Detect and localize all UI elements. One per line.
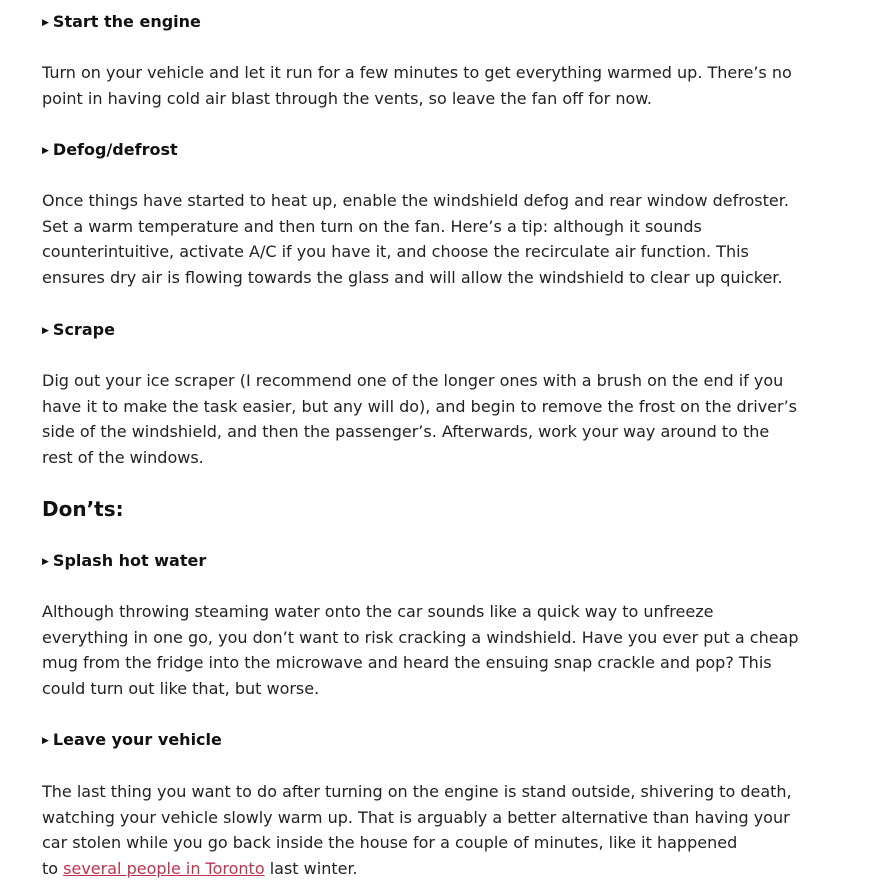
text-fragment: to (42, 858, 64, 878)
text-line: could turn out like that, but worse. (42, 678, 320, 698)
subheading-defog (42, 139, 178, 162)
text-line: Set a warm temperature and then turn on the fan. Here’s a tip: although it sounds (42, 216, 702, 236)
bullet-icon: ▶ (42, 146, 49, 156)
subheading-text: Splash hot water (52, 551, 207, 570)
bullet-icon: ▶ (42, 557, 49, 567)
text-line: everything in one go, you don’t want to risk cracking a windshield. Have you ever put a cheap (42, 627, 799, 647)
bullet-icon: ▶ (42, 18, 49, 28)
text-line: Although throwing steaming water onto the car sounds like a quick way to unfreeze (42, 602, 714, 621)
toronto-article-link[interactable]: several people in Toronto (63, 858, 265, 878)
text-line: side of the windshield, and then the passenger’s. Afterwards, work your way around to the (42, 422, 770, 442)
text-line: have it to make the task easier, but any will do), and begin to remove the frost on the driver’s (42, 396, 798, 416)
subheading-text: Defog/defrost (52, 140, 178, 159)
text-line: watching your vehicle slowly warm up. That is arguably a better alternative than having your (42, 807, 790, 827)
text-line: ensures dry air is flowing towards the glass and will allow the windshield to clear up quicker. (42, 267, 783, 287)
paragraph-leave-vehicle (42, 779, 832, 881)
paragraph-defog (42, 188, 832, 290)
subheading-start-engine (42, 11, 201, 34)
text-line: rest of the windows. (42, 447, 204, 467)
donts-heading: Don’ts: (42, 497, 124, 521)
text-line: counterintuitive, activate A/C if you have it, and choose the recirculate air function. This (42, 242, 749, 262)
bullet-icon: ▶ (42, 736, 49, 746)
text-line: The last thing you want to do after turning on the engine is stand outside, shivering to death, (42, 782, 792, 801)
paragraph-start-engine (42, 60, 832, 111)
subheading-text: Start the engine (52, 12, 201, 31)
subheading-text: Scrape (52, 320, 115, 339)
subheading-splash-hot-water (42, 550, 206, 573)
subheading-text: Leave your vehicle (52, 730, 222, 749)
text-line: Dig out your ice scraper (I recommend one of the longer ones with a brush on the end if you (42, 371, 784, 390)
text-line: point in having cold air blast through the vents, so leave the fan off for now. (42, 88, 652, 108)
paragraph-splash-hot-water (42, 599, 832, 701)
bullet-icon: ▶ (42, 326, 49, 336)
text-line (42, 856, 832, 882)
text-line: Once things have started to heat up, enable the windshield defog and rear window defroster. (42, 191, 789, 210)
paragraph-scrape (42, 368, 832, 470)
text-line: car stolen while you go back inside the house for a couple of minutes, like it happened (42, 833, 738, 853)
text-line: Turn on your vehicle and let it run for a few minutes to get everything warmed up. There’s no (42, 63, 792, 82)
subheading-scrape (42, 319, 115, 342)
text-line: mug from the fridge into the microwave and heard the ensuing snap crackle and pop? This (42, 653, 772, 673)
text-fragment: last winter. (264, 858, 358, 878)
subheading-leave-vehicle (42, 729, 222, 752)
